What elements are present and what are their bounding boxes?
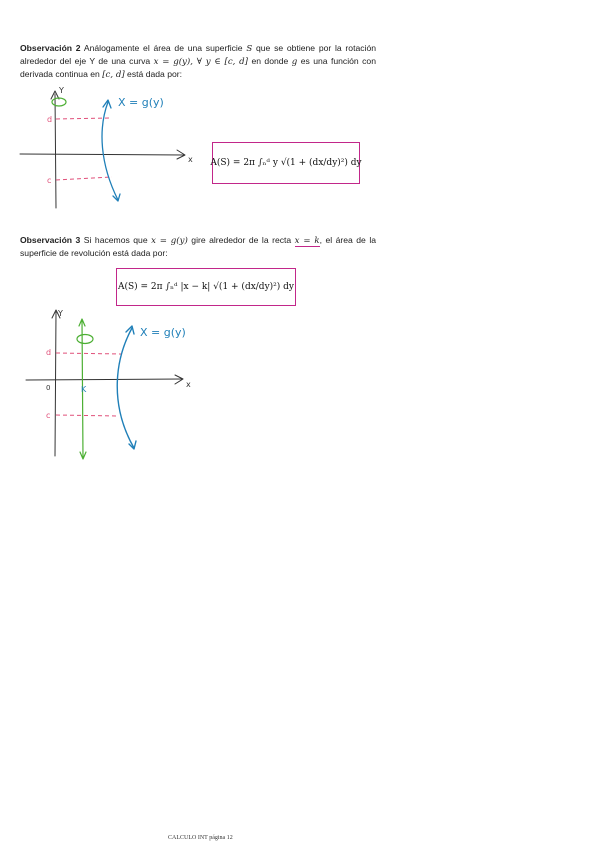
curve-expression: x = g(y), ∀ y ∈ [c, d] xyxy=(153,57,249,67)
x-axis-label: x xyxy=(186,380,191,389)
d-label: d xyxy=(47,115,53,124)
y-axis xyxy=(55,312,56,456)
observation-3-title: Observación 3 xyxy=(20,235,81,245)
text: es una función con derivada continua en xyxy=(20,56,376,79)
c-label: c xyxy=(47,176,52,185)
observation-2-title: Observación 2 xyxy=(20,43,81,53)
y-axis-label: Y xyxy=(58,309,63,318)
observation-2-text xyxy=(20,42,376,81)
text: está dada por: xyxy=(124,69,183,79)
curve-expression: x = g(y) xyxy=(151,236,188,246)
curve-g-y xyxy=(102,102,118,200)
symbol-s: S xyxy=(246,44,253,54)
curve-label: X = g(y) xyxy=(118,96,164,109)
d-label: d xyxy=(46,348,52,357)
surface-area-formula-2: A(S) = 2π ∫ₙᵈ |x − k| √(1 + (dx/dy)²) dy xyxy=(117,282,294,292)
x-axis xyxy=(26,379,182,380)
symbol-g: g xyxy=(291,57,298,67)
text: gire alrededor de la recta xyxy=(187,235,295,245)
d-dashed-line xyxy=(56,353,122,354)
y-axis xyxy=(55,94,56,208)
c-dashed-line xyxy=(56,177,112,180)
observation-3-text xyxy=(20,234,376,259)
text: , el área de la superficie de revolución está dada por: xyxy=(20,235,377,258)
k-label: K xyxy=(81,385,87,394)
text: que se obtiene por la rotación alrededor del eje Y de una curva xyxy=(20,43,377,66)
origin-label: 0 xyxy=(46,384,51,392)
d-dashed-line xyxy=(56,118,110,119)
interval-expression: [c, d] xyxy=(102,70,125,80)
formula-box-2 xyxy=(116,268,296,306)
x-axis xyxy=(20,154,184,155)
curve-label: X = g(y) xyxy=(140,326,186,339)
y-axis-label: Y xyxy=(59,86,64,95)
line-expression: x = k xyxy=(294,236,320,246)
text: Análogamente el área de una superficie xyxy=(80,43,247,53)
rotation-line-k-sketch xyxy=(22,306,202,464)
curve-g-y xyxy=(117,328,134,448)
rotation-y-axis-sketch xyxy=(14,84,204,214)
page-footer: CALCULO INT página 12 xyxy=(168,835,233,841)
x-axis-label: x xyxy=(188,155,193,164)
c-dashed-line xyxy=(56,415,118,416)
c-label: c xyxy=(46,411,51,420)
text: en donde xyxy=(248,56,292,66)
rotation-loop-icon xyxy=(77,335,93,344)
surface-area-formula-1: A(S) = 2π ∫ₙᵈ y √(1 + (dx/dy)²) dy xyxy=(210,158,362,168)
text: Si hacemos que xyxy=(80,235,152,245)
formula-box-1 xyxy=(212,142,360,184)
